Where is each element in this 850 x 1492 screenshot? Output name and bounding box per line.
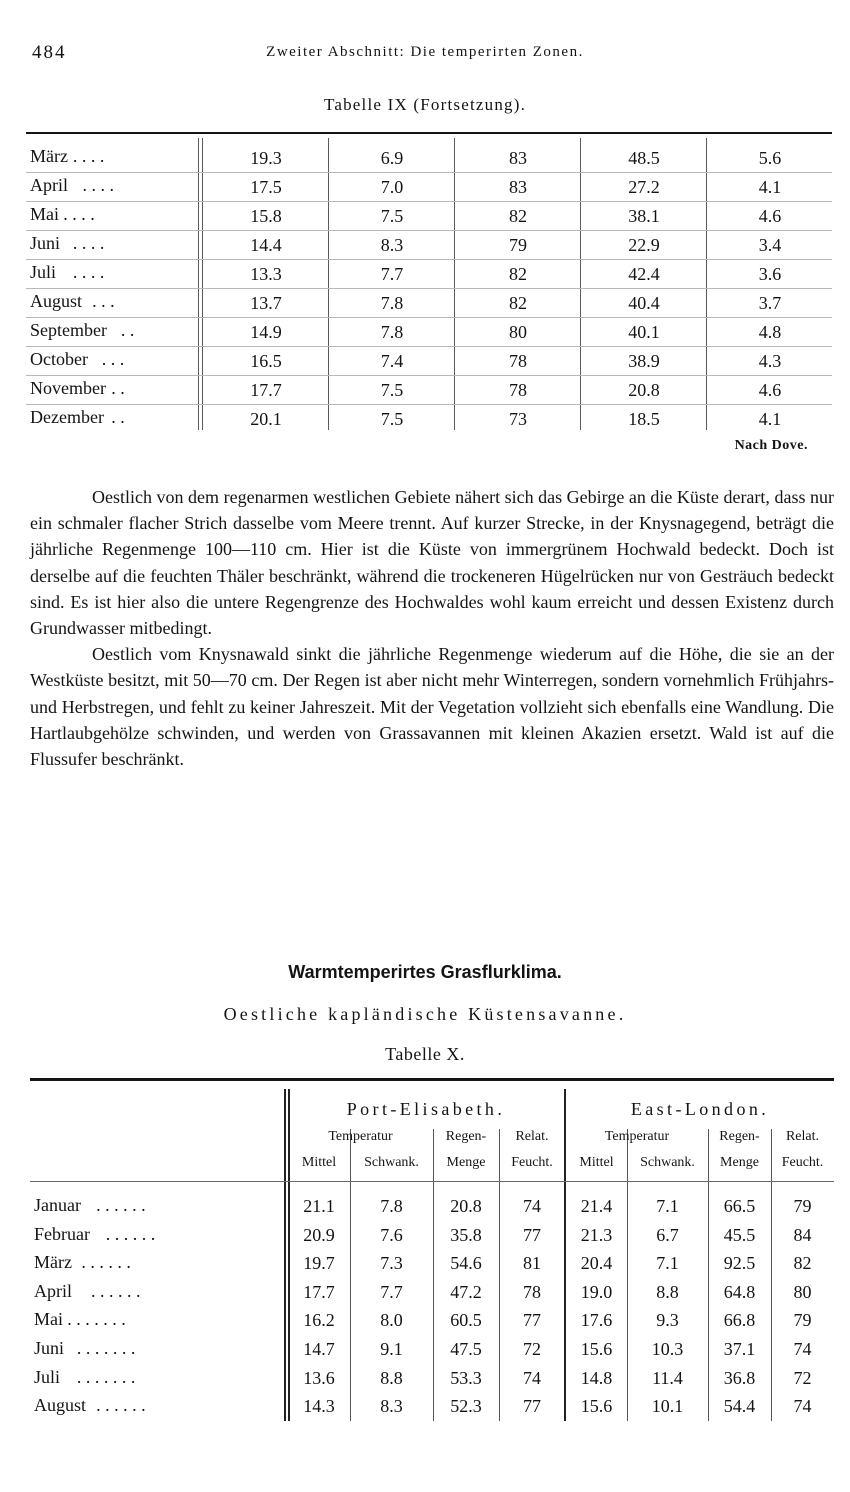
month-label: Februar	[34, 1223, 90, 1244]
month-label: April	[30, 175, 68, 195]
table-cell: 13.6	[303, 1367, 335, 1388]
table-cell: 82	[793, 1253, 812, 1274]
table-row	[26, 260, 832, 289]
table-row	[30, 1222, 834, 1251]
table-row	[30, 1365, 834, 1394]
station-east-london: East-London.	[630, 1099, 770, 1119]
leader-dots: . . . . . .	[91, 1195, 146, 1215]
paragraph: Oestlich von dem regenarmen westlichen Gebiete nähert sich das Gebirge an die Küste derart, dass nur ein schmaler flacher Strich dasselbe vom Meere trennt. Auf kurzer Strecke, in der Knysnagegend, beträgt die jährliche Regenmenge 100—110 cm. Hier ist die Küste von immergrünem Hochwald bedeckt. Doch ist derselbe auf die feuchten Thäler beschränkt, während die trockeneren Hügelrücken nur von Gesträuch bedeckt sind. Es ist hier also die untere Regengrenze des Hochwaldes wohl kaum erreicht und dessen Existenz durch Grundwasser mitbedingt.	[30, 487, 834, 639]
table-cell: 66.5	[723, 1196, 756, 1216]
table-cell: 78	[523, 1281, 541, 1302]
table-cell: 8.3	[380, 235, 404, 255]
table-cell: 7.5	[380, 380, 404, 400]
table-cell: 15.6	[580, 1396, 613, 1417]
table-source: Nach Dove.	[734, 438, 808, 453]
table-cell: 74	[523, 1367, 541, 1388]
table-cell: 74	[793, 1396, 812, 1417]
table-cell: 17.5	[250, 177, 282, 197]
table-row	[26, 347, 832, 376]
month-label: Mai	[34, 1309, 63, 1330]
table-cell: 84	[793, 1224, 812, 1245]
table-cell: 20.8	[450, 1196, 482, 1216]
header-feucht: Feucht.	[511, 1155, 553, 1170]
table-row	[26, 376, 832, 405]
table-cell: 38.1	[628, 206, 660, 226]
table-row	[26, 318, 832, 347]
table-cell: 21.4	[580, 1196, 613, 1216]
station-port-elisabeth: Port-Elisabeth.	[346, 1099, 506, 1119]
table-cell: 6.7	[656, 1224, 679, 1245]
leader-dots: . . . . . . .	[62, 1309, 126, 1330]
table-cell: 52.3	[450, 1396, 482, 1417]
table-cell: 5.6	[758, 148, 782, 168]
month-label: August	[34, 1395, 87, 1416]
table-cell: 82	[509, 264, 527, 284]
table-cell: 40.1	[628, 322, 660, 342]
table-cell: 20.1	[250, 409, 282, 429]
table-cell: 4.1	[758, 409, 782, 429]
leader-dots: . .	[106, 378, 125, 398]
table-cell: 38.9	[628, 351, 660, 371]
table-cell: 83	[509, 148, 527, 168]
table-cell: 4.3	[758, 351, 782, 371]
table-cell: 3.6	[758, 264, 782, 284]
table-cell: 74	[523, 1196, 541, 1216]
table-cell: 79	[793, 1196, 812, 1216]
table-cell: 19.7	[303, 1253, 335, 1274]
month-label: März	[30, 146, 68, 166]
leader-dots: . .	[116, 320, 135, 340]
body-text	[30, 484, 834, 772]
table-row	[26, 405, 832, 434]
table-cell: 77	[523, 1396, 541, 1417]
table-row	[30, 1393, 834, 1422]
table-cell: 54.6	[450, 1253, 482, 1274]
table-ix	[26, 132, 832, 432]
table-cell: 47.5	[450, 1339, 482, 1359]
table-cell: 13.3	[250, 264, 282, 284]
table-cell: 6.9	[380, 148, 404, 168]
table-cell: 7.8	[380, 293, 404, 313]
table-cell: 7.8	[380, 322, 404, 342]
table-cell: 60.5	[450, 1310, 482, 1331]
leader-dots: . .	[106, 407, 125, 427]
table-cell: 21.1	[303, 1196, 335, 1216]
table-cell: 7.5	[380, 206, 404, 226]
month-label: August	[30, 291, 83, 311]
table-cell: 92.5	[723, 1253, 756, 1274]
table-cell: 66.8	[723, 1310, 756, 1331]
month-label: Januar	[34, 1195, 81, 1215]
table-cell: 3.4	[758, 235, 782, 255]
table-cell: 83	[509, 177, 527, 197]
table-cell: 74	[793, 1339, 812, 1359]
table-cell: 45.5	[723, 1224, 756, 1245]
month-label: September	[30, 320, 107, 340]
table-cell: 15.8	[250, 206, 282, 226]
month-label: Juni	[30, 233, 61, 253]
table-cell: 22.9	[628, 235, 660, 255]
table-row	[26, 173, 832, 202]
table-cell: 20.4	[580, 1253, 613, 1274]
header-menge: Menge	[446, 1155, 486, 1170]
table-cell: 14.8	[580, 1367, 613, 1388]
header-feucht: Feucht.	[781, 1155, 824, 1170]
table-cell: 4.6	[758, 206, 782, 226]
table-cell: 14.7	[303, 1339, 335, 1359]
month-label: Mai	[30, 204, 59, 224]
leader-dots: . . . .	[58, 204, 95, 224]
table-x-caption: Tabelle X.	[385, 1044, 465, 1064]
table-cell: 16.5	[250, 351, 282, 371]
header-relat: Relat.	[785, 1129, 820, 1144]
running-head	[0, 42, 850, 66]
header-mittel: Mittel	[579, 1155, 614, 1170]
section-heading: Warmtemperirtes Grasflurklima.	[288, 962, 562, 982]
table-row	[30, 1193, 834, 1222]
table-cell: 8.8	[380, 1367, 403, 1388]
table-cell: 27.2	[628, 177, 660, 197]
month-label: Dezember	[30, 407, 104, 427]
table-cell: 7.5	[380, 409, 404, 429]
table-cell: 17.6	[580, 1310, 613, 1331]
leader-dots: . . . . . .	[72, 1252, 131, 1273]
paragraph: Oestlich vom Knysnawald sinkt die jährliche Regenmenge wiederum auf die Höhe, die sie an der Westküste besitzt, mit 50—70 cm. Der Regen ist aber nicht mehr Winterregen, sondern vornehmlich Frühjahrs- und Herbstregen, und fehlt zu keiner Jahreszeit. Mit der Vegetation vollzieht sich ebenfalls eine Wandlung. Die Hartlaubgehölze schwinden, und werden von Grassavannen mit kleinen Akazien ersetzt. Wald ist auf die Flussufer beschränkt.	[30, 644, 834, 770]
header-menge: Menge	[720, 1155, 759, 1170]
table-cell: 7.1	[656, 1196, 679, 1216]
table-cell: 10.3	[651, 1339, 684, 1359]
running-title: Zweiter Abschnitt: Die temperirten Zonen.	[266, 44, 584, 60]
table-cell: 7.3	[380, 1253, 403, 1274]
table-row	[30, 1279, 834, 1308]
table-row	[30, 1336, 834, 1365]
leader-dots: . . . . . . .	[72, 1338, 136, 1358]
table-cell: 40.4	[628, 293, 660, 313]
table-cell: 9.1	[380, 1339, 403, 1359]
table-cell: 53.3	[450, 1367, 482, 1388]
table-cell: 37.1	[723, 1339, 756, 1359]
table-cell: 7.4	[380, 351, 404, 371]
table-cell: 20.9	[303, 1224, 335, 1245]
table-cell: 7.7	[380, 264, 404, 284]
month-label: November	[30, 378, 106, 398]
table-cell: 4.1	[758, 177, 782, 197]
table-cell: 18.5	[628, 409, 660, 429]
table-cell: 4.8	[758, 322, 782, 342]
table-cell: 17.7	[303, 1281, 335, 1302]
leader-dots: . . . .	[78, 175, 114, 195]
table-cell: 17.7	[250, 380, 282, 400]
leader-dots: . . . . . .	[82, 1280, 141, 1301]
table-row	[30, 1307, 834, 1336]
header-schwank: Schwank.	[364, 1155, 419, 1170]
table-cell: 11.4	[652, 1367, 683, 1388]
table-cell: 21.3	[580, 1224, 613, 1245]
table-cell: 10.1	[651, 1396, 684, 1417]
table-cell: 14.3	[303, 1396, 335, 1417]
table-cell: 7.7	[380, 1281, 403, 1302]
table-cell: 78	[509, 351, 527, 371]
table-cell: 47.2	[450, 1281, 482, 1302]
table-cell: 9.3	[656, 1310, 679, 1331]
table-cell: 72	[793, 1367, 812, 1388]
table-cell: 8.3	[380, 1396, 403, 1417]
table-cell: 77	[523, 1224, 541, 1245]
header-relat: Relat.	[515, 1129, 549, 1144]
month-label: Juni	[34, 1338, 65, 1358]
table-cell: 80	[509, 322, 527, 342]
header-temperatur: Temperatur	[604, 1129, 670, 1144]
header-regen: Regen-	[719, 1129, 760, 1144]
table-cell: 8.0	[380, 1310, 403, 1331]
table-cell: 7.6	[380, 1224, 403, 1245]
table-cell: 78	[509, 380, 527, 400]
month-label: Juli	[34, 1366, 61, 1387]
table-cell: 3.7	[758, 293, 782, 313]
month-label: Juli	[30, 262, 57, 282]
table-cell: 15.6	[580, 1339, 613, 1359]
month-label: März	[34, 1252, 72, 1273]
table-cell: 16.2	[303, 1310, 335, 1331]
table-cell: 19.3	[250, 148, 282, 168]
table-row	[26, 231, 832, 260]
table-cell: 7.8	[380, 1196, 403, 1216]
table-cell: 8.8	[656, 1281, 679, 1302]
table-cell: 36.8	[723, 1367, 756, 1388]
table-row	[26, 144, 832, 173]
leader-dots: . . .	[87, 291, 115, 311]
month-label: October	[30, 349, 88, 369]
leader-dots: . . .	[97, 349, 125, 369]
table-cell: 54.4	[723, 1396, 756, 1417]
month-label: April	[34, 1280, 72, 1301]
header-regen: Regen-	[445, 1129, 487, 1144]
table-cell: 81	[523, 1253, 541, 1274]
table-cell: 14.9	[250, 322, 282, 342]
page-number: 484	[32, 42, 67, 63]
table-cell: 82	[509, 293, 527, 313]
table-cell: 19.0	[580, 1281, 613, 1302]
header-temperatur: Temperatur	[328, 1129, 393, 1144]
leader-dots: . . . . . . .	[72, 1366, 136, 1387]
header-schwank: Schwank.	[640, 1155, 695, 1170]
table-row	[30, 1250, 834, 1279]
table-cell: 20.8	[628, 380, 660, 400]
table-cell: 7.1	[656, 1253, 679, 1274]
table-row	[26, 202, 832, 231]
table-cell: 80	[793, 1281, 812, 1302]
table-cell: 73	[509, 409, 527, 429]
table-cell: 82	[509, 206, 527, 226]
header-mittel: Mittel	[301, 1155, 337, 1170]
leader-dots: . . . . . .	[91, 1395, 146, 1416]
table-cell: 35.8	[450, 1224, 482, 1245]
table-cell: 42.4	[628, 264, 660, 284]
table-cell: 7.0	[380, 177, 404, 197]
leader-dots: . . . .	[68, 146, 105, 166]
table-ix-caption: Tabelle IX (Fortsetzung).	[323, 95, 527, 114]
leader-dots: . . . . . .	[101, 1223, 156, 1244]
table-rule	[30, 1181, 834, 1182]
table-row	[26, 289, 832, 318]
table-x	[30, 1078, 834, 1423]
leader-dots: . . . .	[68, 233, 105, 253]
table-cell: 48.5	[628, 148, 660, 168]
table-cell: 13.7	[250, 293, 282, 313]
leader-dots: . . . .	[68, 262, 105, 282]
table-cell: 79	[509, 235, 527, 255]
table-cell: 4.6	[758, 380, 782, 400]
section-subheading: Oestliche kapländische Küstensavanne.	[223, 1004, 627, 1024]
table-cell: 77	[523, 1310, 541, 1331]
table-cell: 64.8	[723, 1281, 756, 1302]
table-cell: 79	[793, 1310, 812, 1331]
table-cell: 14.4	[250, 235, 282, 255]
table-cell: 72	[523, 1339, 541, 1359]
